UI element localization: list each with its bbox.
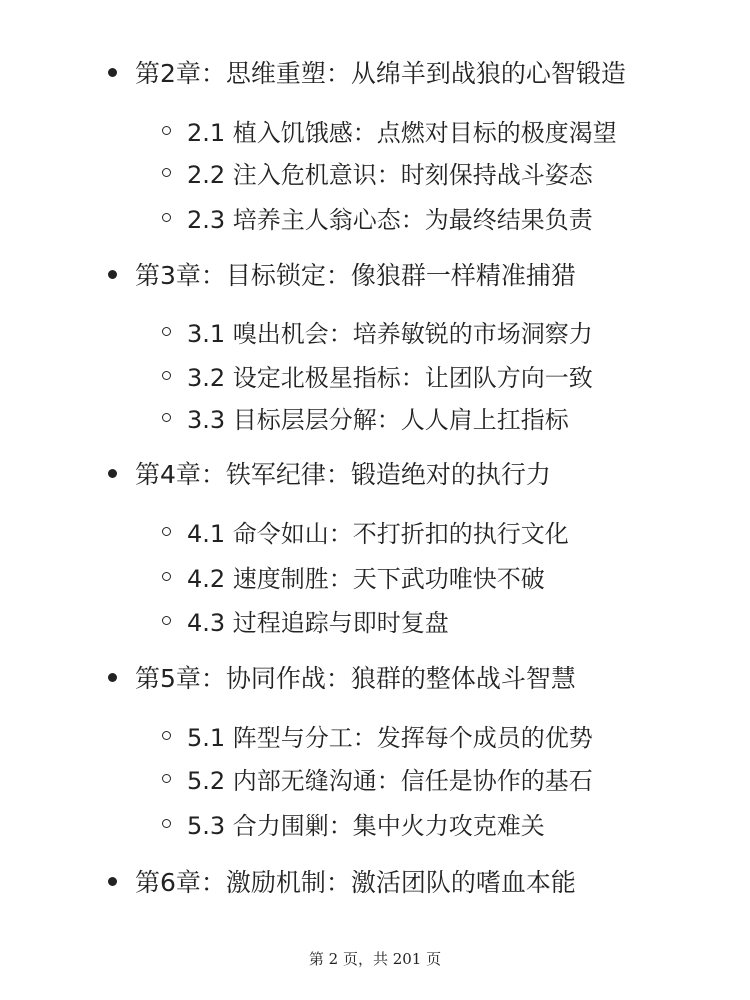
- bullet-disc-icon: [108, 673, 117, 682]
- bullet-circle-icon: [162, 213, 171, 222]
- bullet-circle-icon: [162, 819, 171, 828]
- section-item: [162, 397, 569, 437]
- chapter-title: 第5章：协同作战：狼群的整体战斗智慧: [135, 664, 576, 693]
- chapter-item: [108, 657, 576, 697]
- chapter-title: 第3章：目标锁定：像狼群一样精准捕猎: [135, 261, 576, 290]
- section-title: 5.3 合力围剿：集中火力攻克难关: [187, 811, 545, 840]
- bullet-circle-icon: [162, 327, 171, 336]
- section-item: [162, 556, 545, 596]
- chapter-item: [108, 861, 576, 901]
- bullet-disc-icon: [108, 270, 117, 279]
- chapter-title: 第4章：铁军纪律：锻造绝对的执行力: [135, 460, 551, 489]
- section-item: [162, 600, 449, 640]
- section-item: [162, 311, 593, 351]
- section-item: [162, 715, 593, 755]
- bullet-disc-icon: [108, 469, 117, 478]
- bullet-disc-icon: [108, 877, 117, 886]
- section-item: [162, 110, 617, 150]
- chapter-item: [108, 254, 576, 294]
- section-title: 3.3 目标层层分解：人人肩上扛指标: [187, 405, 569, 434]
- chapter-title: 第2章：思维重塑：从绵羊到战狼的心智锻造: [135, 59, 626, 88]
- section-title: 5.2 内部无缝沟通：信任是协作的基石: [187, 766, 593, 795]
- section-item: [162, 355, 593, 395]
- bullet-circle-icon: [162, 616, 171, 625]
- chapter-item: [108, 52, 626, 92]
- bullet-circle-icon: [162, 371, 171, 380]
- bullet-circle-icon: [162, 731, 171, 740]
- chapter-item: [108, 453, 551, 493]
- section-item: [162, 197, 593, 237]
- bullet-circle-icon: [162, 413, 171, 422]
- section-item: [162, 511, 569, 551]
- section-title: 4.2 速度制胜：天下武功唯快不破: [187, 564, 545, 593]
- bullet-circle-icon: [162, 774, 171, 783]
- section-item: [162, 758, 593, 798]
- bullet-circle-icon: [162, 572, 171, 581]
- section-title: 3.1 嗅出机会：培养敏锐的市场洞察力: [187, 319, 593, 348]
- section-title: 2.3 培养主人翁心态：为最终结果负责: [187, 205, 593, 234]
- section-title: 3.2 设定北极星指标：让团队方向一致: [187, 363, 593, 392]
- bullet-circle-icon: [162, 168, 171, 177]
- section-title: 2.1 植入饥饿感：点燃对目标的极度渴望: [187, 118, 617, 147]
- section-item: [162, 803, 545, 843]
- section-title: 2.2 注入危机意识：时刻保持战斗姿态: [187, 160, 593, 189]
- bullet-circle-icon: [162, 126, 171, 135]
- section-item: [162, 152, 593, 192]
- bullet-disc-icon: [108, 68, 117, 77]
- chapter-title: 第6章：激励机制：激活团队的嗜血本能: [135, 868, 576, 897]
- section-title: 4.1 命令如山：不打折扣的执行文化: [187, 519, 569, 548]
- bullet-circle-icon: [162, 527, 171, 536]
- section-title: 4.3 过程追踪与即时复盘: [187, 608, 449, 637]
- section-title: 5.1 阵型与分工：发挥每个成员的优势: [187, 723, 593, 752]
- page-number-footer: 第 2 页，共 201 页: [308, 950, 442, 968]
